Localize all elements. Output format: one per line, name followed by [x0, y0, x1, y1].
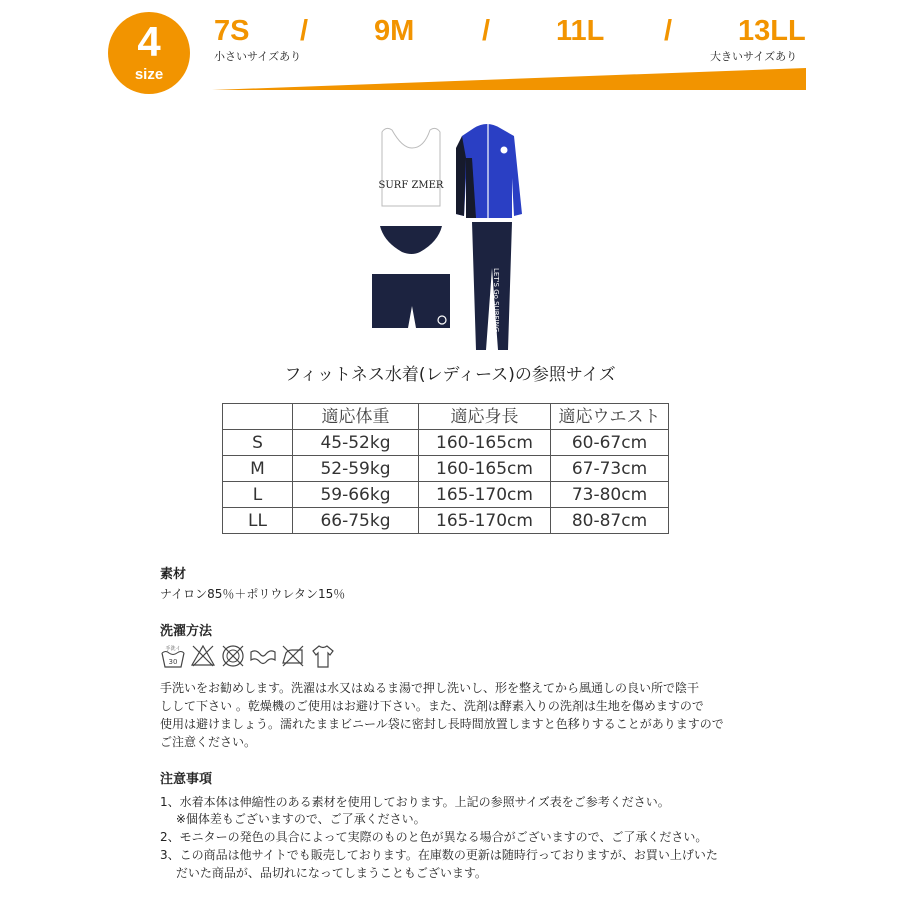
- table-cell: 59-66kg: [293, 482, 419, 508]
- table-cell: 67-73cm: [551, 456, 669, 482]
- size-11l: 11L: [556, 15, 605, 47]
- material-text: ナイロン85％＋ポリウレタン15％: [160, 587, 346, 601]
- table-header-cell: 適応身長: [419, 404, 551, 430]
- table-cell: M: [223, 456, 293, 482]
- washing-text-line: 使用は避けましょう。濡れたままビニール袋に密封し長時間放置しますと色移りすることがありますので: [160, 717, 724, 731]
- table-row: [223, 508, 669, 534]
- table-row: [223, 430, 669, 456]
- leggings-print-text: LET'S Go SURFING: [492, 268, 500, 333]
- note-line: だいた商品が、品切れになってしまうこともございます。: [160, 866, 487, 880]
- table-cell: 165-170cm: [419, 508, 551, 534]
- care-icons-row: [160, 643, 336, 669]
- no-dry-clean-icon: [310, 643, 336, 669]
- size-13ll: 13LL: [738, 15, 806, 47]
- table-cell: L: [223, 482, 293, 508]
- size-count-badge: [108, 12, 190, 94]
- table-row: [223, 482, 669, 508]
- table-cell: 52-59kg: [293, 456, 419, 482]
- badge-number: 4: [137, 18, 161, 65]
- hand-wash-30-icon: [160, 643, 186, 669]
- orange-underline-bar: [212, 68, 806, 90]
- table-cell: 66-75kg: [293, 508, 419, 534]
- washing-text-line: しして下さい 。乾燥機のご使用はお避け下さい。また、洗剤は酵素入りの洗剤は生地を傷めますので: [160, 699, 704, 713]
- swimsuit-product-image: [372, 118, 542, 354]
- hand-wash-temp: 30: [168, 658, 178, 666]
- small-size-note: 小さいサイズあり: [214, 50, 302, 63]
- hand-wash-label: 手洗イ: [165, 646, 181, 652]
- note-line: 1、水着本体は伸縮性のある素材を使用しております。上記の参照サイズ表をご参考ください。: [160, 795, 670, 809]
- size-table: [222, 403, 669, 534]
- table-cell: 165-170cm: [419, 482, 551, 508]
- washing-heading: 洗濯方法: [160, 624, 213, 639]
- table-cell: 160-165cm: [419, 430, 551, 456]
- large-size-note: 大きいサイズあり: [710, 50, 798, 63]
- table-cell: 160-165cm: [419, 456, 551, 482]
- table-row: [223, 456, 669, 482]
- note-line: 2、モニターの発色の具合によって実際のものと色が異なる場合がございますので、ご了承ください。: [160, 830, 708, 844]
- material-heading: 素材: [160, 567, 187, 582]
- top-print-text: SURF ZMER: [378, 180, 444, 191]
- table-cell: LL: [223, 508, 293, 534]
- table-cell: 80-87cm: [551, 508, 669, 534]
- badge-label: size: [134, 66, 164, 83]
- size-9m: 9M: [374, 15, 415, 47]
- rash-guard-jacket: [456, 124, 522, 218]
- table-header-cell: 適応体重: [293, 404, 419, 430]
- notes-heading: 注意事項: [160, 772, 213, 787]
- bikini-bottom: [380, 226, 442, 254]
- table-header-cell: 適応ウエスト: [551, 404, 669, 430]
- no-iron-icon: [280, 643, 306, 669]
- size-separator: /: [300, 15, 309, 47]
- table-cell: 45-52kg: [293, 430, 419, 456]
- washing-text-line: 手洗いをお勧めします。洗濯は水又はぬるま湯で押し洗いし、形を整えてから風通しの良い所で陰干: [160, 681, 700, 695]
- swim-shorts: [372, 274, 450, 328]
- note-line: ※個体差もございますので、ご了承ください。: [160, 812, 426, 826]
- table-cell: S: [223, 430, 293, 456]
- note-line: 3、この商品は他サイトでも販売しております。在庫数の更新は随時行っておりますが、お買い上げいた: [160, 848, 718, 862]
- washing-text-line: ご注意ください。: [160, 735, 257, 749]
- no-tumble-dry-icon: [220, 643, 246, 669]
- table-header-row: [223, 404, 669, 430]
- size-separator: /: [482, 15, 491, 47]
- table-header-cell: [223, 404, 293, 430]
- no-bleach-icon: [190, 643, 216, 669]
- size-7s: 7S: [214, 15, 250, 47]
- table-cell: 73-80cm: [551, 482, 669, 508]
- wring-gently-icon: [250, 643, 276, 669]
- table-cell: 60-67cm: [551, 430, 669, 456]
- sports-bra-top: [379, 128, 444, 206]
- size-table-title: フィットネス水着(レディース)の参照サイズ: [284, 365, 616, 385]
- leggings: [472, 222, 512, 350]
- size-separator: /: [664, 15, 673, 47]
